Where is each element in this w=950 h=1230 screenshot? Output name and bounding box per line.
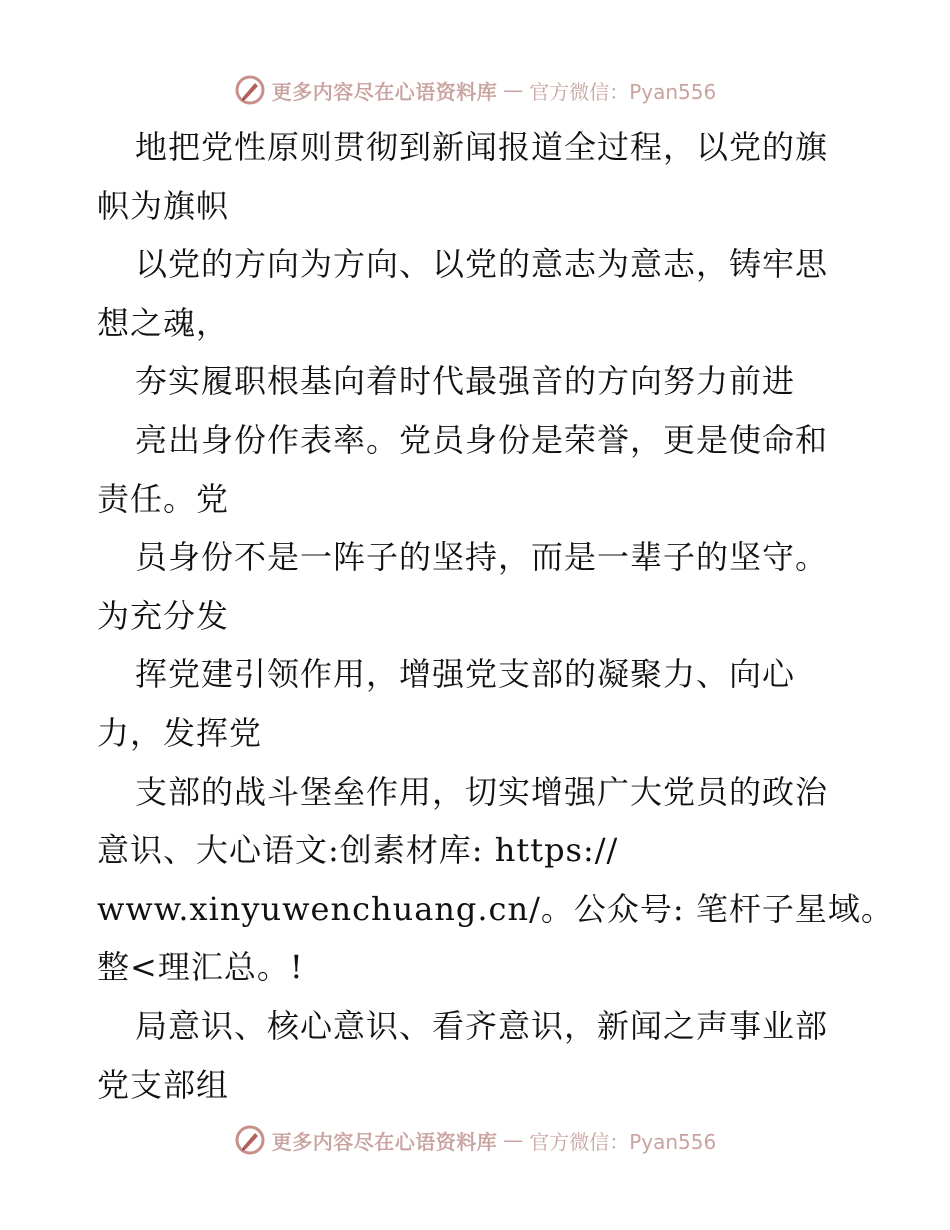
pen-circle-logo-icon — [234, 74, 266, 106]
text-line: 整<理汇总。! — [97, 948, 304, 987]
text-line: 亮出身份作表率。党员身份是荣誉，更是使命和 — [135, 420, 829, 459]
text-line: 地把党性原则贯彻到新闻报道全过程，以党的旗 — [135, 128, 829, 166]
text-line: 责任。党 — [97, 479, 230, 518]
pen-circle-logo-icon — [234, 1124, 266, 1156]
watermark-wechat: 官方微信：Pyan556 — [529, 79, 717, 104]
text-line: 意识、大心语文:创素材库: https:// — [97, 831, 619, 870]
text-line: www.xinyuwenchuang.cn/。公众号: 笔杆子星域。 — [97, 889, 894, 928]
text-line: 支部的战斗堡垒作用，切实增强广大党员的政治 — [135, 772, 829, 811]
text-line: 挥党建引领作用，增强党支部的凝聚力、向心 — [135, 655, 796, 694]
footer-watermark — [0, 1120, 950, 1160]
text-line: 想之魂， — [97, 303, 230, 342]
text-line: 帜为旗帜 — [97, 186, 230, 225]
watermark-separator: — — [503, 1128, 524, 1152]
watermark-wechat: 官方微信：Pyan556 — [529, 1129, 717, 1154]
text-line: 力，发挥党 — [97, 713, 263, 752]
text-line: 局意识、核心意识、看齐意识，新闻之声事业部 — [135, 1006, 829, 1045]
header-watermark — [0, 70, 950, 110]
text-line: 夯实履职根基向着时代最强音的方向努力前进 — [135, 362, 796, 401]
text-line: 员身份不是一阵子的坚持，而是一辈子的坚守。 — [135, 538, 829, 577]
document-body — [97, 118, 894, 1114]
text-line: 党支部组 — [97, 1065, 230, 1104]
watermark-text: 更多内容尽在心语资料库 — [271, 1129, 498, 1154]
watermark-text: 更多内容尽在心语资料库 — [271, 79, 498, 104]
text-line: 为充分发 — [97, 596, 230, 635]
text-line: 以党的方向为方向、以党的意志为意志，铸牢思 — [135, 245, 829, 284]
watermark-separator: — — [503, 78, 524, 102]
